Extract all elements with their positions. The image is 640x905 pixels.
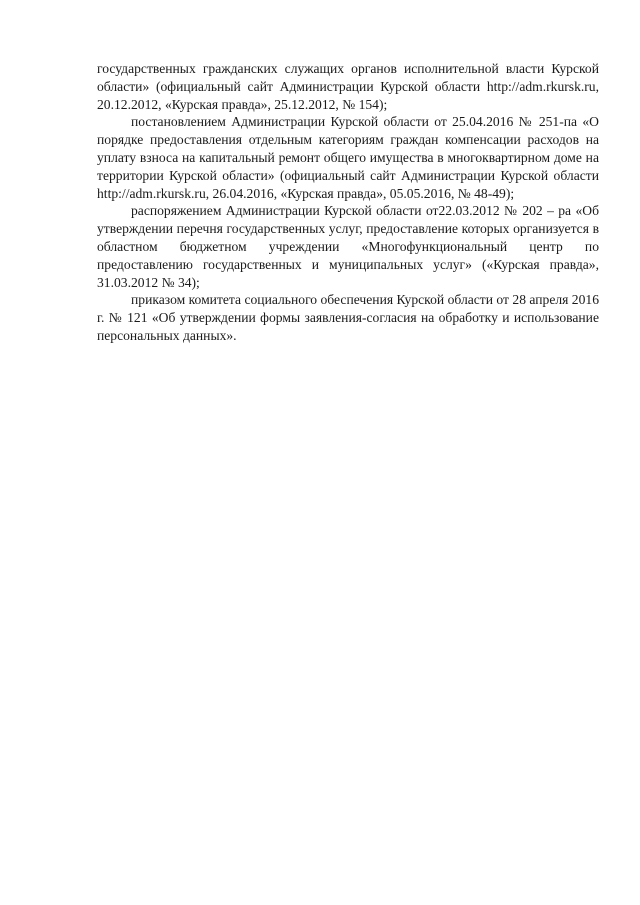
paragraph-order-202-ra: распоряжением Администрации Курской области от22.03.2012 № 202 – ра «Об утверждении перечня государственных услуг, предоставление которых организуется в областном бюджетном учреждении «Многофункциональный центр по предоставлению государственных и муниципальных услуг» («Курская правда», 31.03.2012 № 34); — [97, 203, 599, 290]
paragraph-civil-servants-continuation: государственных гражданских служащих органов исполнительной власти Курской области» (официальный сайт Администрации Курской области http://adm.rkursk.ru, 20.12.2012, «Курская правда», 25.12.2012, № 154); — [97, 61, 599, 112]
paragraph-resolution-251-pa: постановлением Администрации Курской области от 25.04.2016 № 251-па «О порядке предоставления отдельным категориям граждан компенсации расходов на уплату взноса на капитальный ремонт общего имущества в многоквартирном доме на территории Курской области» (официальный сайт Администрации Курской области http://adm.rkursk.ru, 26.04.2016, «Курская правда», 05.05.2016, № 48-49); — [97, 114, 599, 201]
document-body — [97, 60, 599, 345]
paragraph-committee-order-121: приказом комитета социального обеспечения Курской области от 28 апреля 2016 г. № 121 «Об утверждении формы заявления-согласия на обработку и использование персональных данных». — [97, 292, 599, 343]
